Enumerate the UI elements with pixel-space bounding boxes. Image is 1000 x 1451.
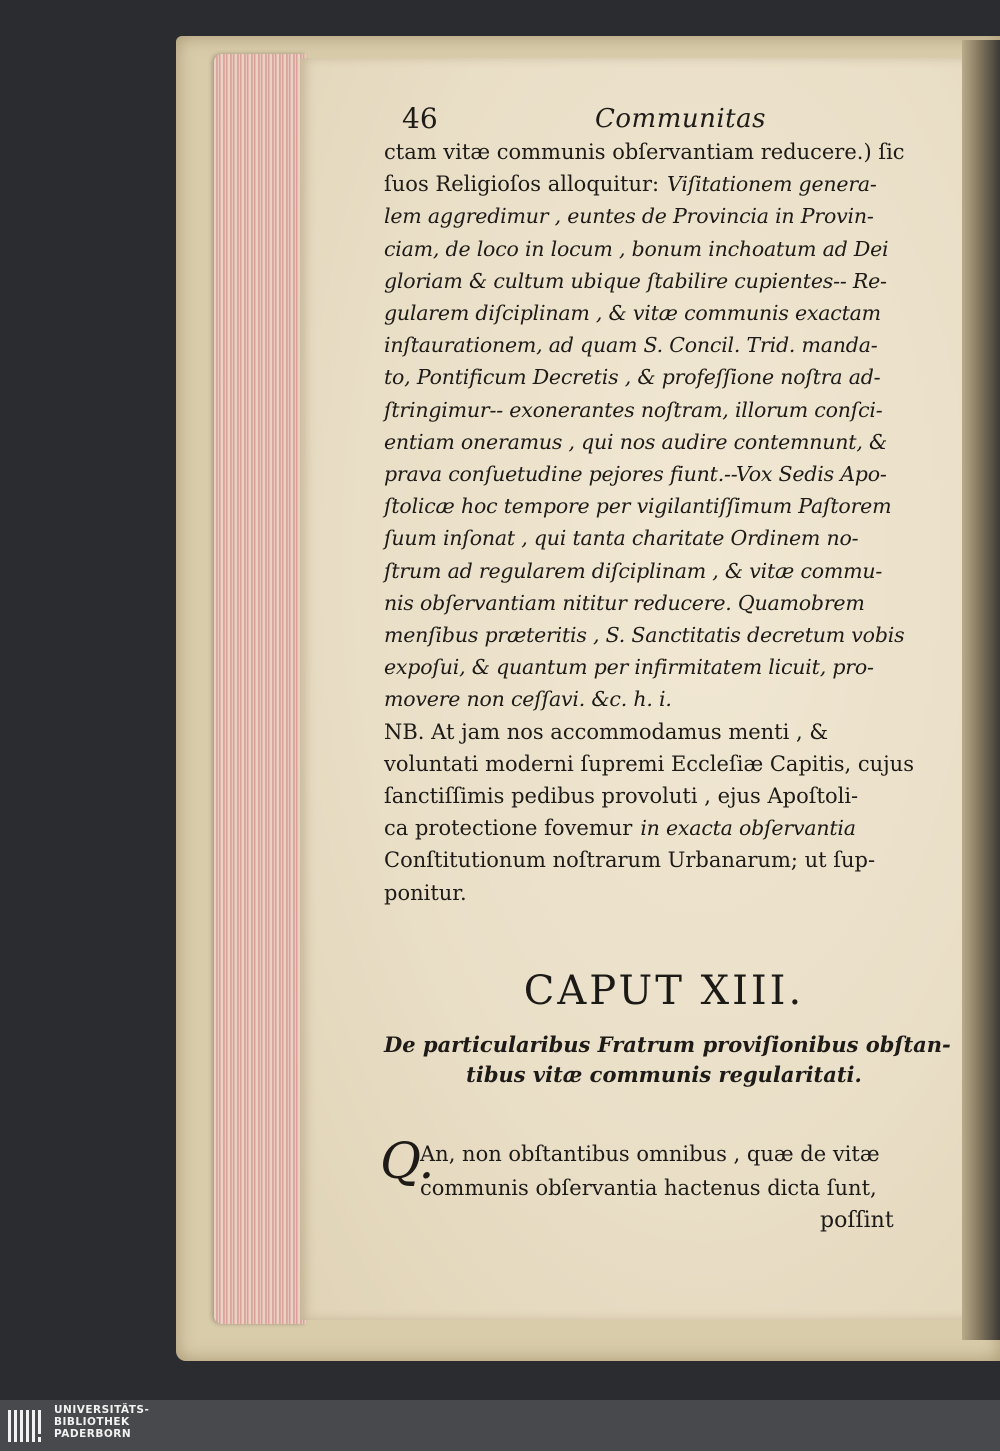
text-line (384, 651, 944, 683)
text-line (384, 683, 944, 715)
text-line-main: menſibus præteritis , S. Sanctitatis decretum vobis (384, 623, 905, 647)
text-line-main: to, Pontificum Decretis , & profeſſione noſtra ad- (384, 365, 881, 390)
text-line (384, 780, 944, 812)
question-line: An, non obſtantibus omnibus , quæ de vitæ (420, 1142, 880, 1166)
text-line (384, 555, 944, 587)
text-line (384, 426, 944, 458)
page-edges (214, 54, 306, 1324)
text-line-main: ſtrum ad regularem diſciplinam , & vitæ commu- (384, 558, 883, 583)
text-line (384, 361, 944, 393)
text-line-main: expoſui, & quantum per infirmitatem licuit, pro- (384, 655, 874, 680)
text-line-main: Conſtitutionum noſtrarum Urbanarum; ut ſup- (384, 848, 876, 873)
text-line (384, 136, 944, 168)
text-line (384, 748, 944, 780)
text-line-main: inſtaurationem, ad quam S. Concil. Trid. manda- (384, 333, 878, 358)
text-line-main: ſuos Religioſos alloquitur: (384, 172, 660, 197)
text-line-main: ciam, de loco in locum , bonum inchoatum ad Dei (384, 236, 889, 261)
library-logo-icon (6, 1406, 48, 1446)
text-line-main: ctam vitæ communis obſervantiam reducere.) ſic (384, 140, 905, 164)
page-header (400, 100, 940, 140)
drop-cap: Q. (380, 1132, 435, 1190)
chapter-title: CAPUT XIII. (523, 968, 805, 1014)
text-line-main: prava conſuetudine pejores fiunt.--Vox Sedis Apo- (384, 462, 887, 486)
chapter-subtitle (384, 1030, 951, 1090)
text-line (384, 716, 944, 748)
logo-text-line: UNIVERSITÄTS- (54, 1404, 150, 1416)
catchword: poſſint (820, 1208, 894, 1233)
text-line (384, 297, 944, 329)
text-line-main: ſanctiſſimis pedibus provoluti , ejus Apoſtoli- (384, 784, 859, 808)
text-line-italic: in exacta obſervantia (640, 816, 856, 841)
text-line-italic: Viſitationem genera- (667, 172, 877, 197)
text-line (384, 844, 944, 876)
text-line-main: gularem diſciplinam , & vitæ communis exactam (384, 301, 881, 325)
chapter-subtitle-line: De particularibus Fratrum proviſionibus obſtan- (384, 1032, 951, 1057)
text-line (384, 168, 944, 200)
text-line (384, 200, 944, 232)
text-line (384, 619, 944, 651)
text-line (384, 490, 944, 522)
running-head: Communitas (595, 104, 766, 134)
text-line-main: nis obſervantiam nititur reducere. Quamobrem (384, 590, 865, 615)
text-line-main: gloriam & cultum ubique ſtabilire cupientes-- Re- (384, 268, 887, 293)
page-number: 46 (402, 102, 438, 135)
text-line (384, 329, 944, 361)
text-line-main: lem aggredimur , euntes de Provincia in Provin- (384, 204, 874, 229)
text-line (384, 877, 944, 909)
text-line-main: voluntati moderni ſupremi Eccleſiæ Capitis, cujus (384, 751, 914, 776)
text-line (384, 394, 944, 426)
question-line: communis obſervantia hactenus dicta ſunt, (420, 1176, 877, 1200)
logo-text-line: PADERBORN (54, 1428, 132, 1440)
text-line (384, 265, 944, 297)
text-line (384, 233, 944, 265)
text-line-main: movere non ceſſavi. &c. h. i. (384, 687, 672, 712)
text-line-main: ſtringimur-- exonerantes noſtram, illorum conſci- (384, 397, 883, 422)
text-line-main: ſtolicæ hoc tempore per vigilantiſſimum Paſtorem (384, 494, 892, 519)
text-line (384, 812, 944, 844)
text-line-main: ponitur. (384, 880, 467, 905)
text-line (384, 458, 944, 490)
book-gutter (962, 40, 1000, 1340)
text-line (384, 587, 944, 619)
chapter-subtitle-line: tibus vitæ communis regularitati. (466, 1062, 862, 1087)
text-line-main: ſuum inſonat , qui tanta charitate Ordinem no- (384, 526, 859, 551)
logo-text-line: BIBLIOTHEK (54, 1416, 130, 1428)
text-line-main: NB. At jam nos accommodamus menti , & (384, 719, 829, 744)
text-line-main: entiam oneramus , qui nos audire contemnunt, & (384, 429, 888, 454)
text-line (384, 522, 944, 554)
library-footer (0, 1400, 1000, 1451)
text-line-main: ca protectione fovemur (384, 816, 633, 841)
